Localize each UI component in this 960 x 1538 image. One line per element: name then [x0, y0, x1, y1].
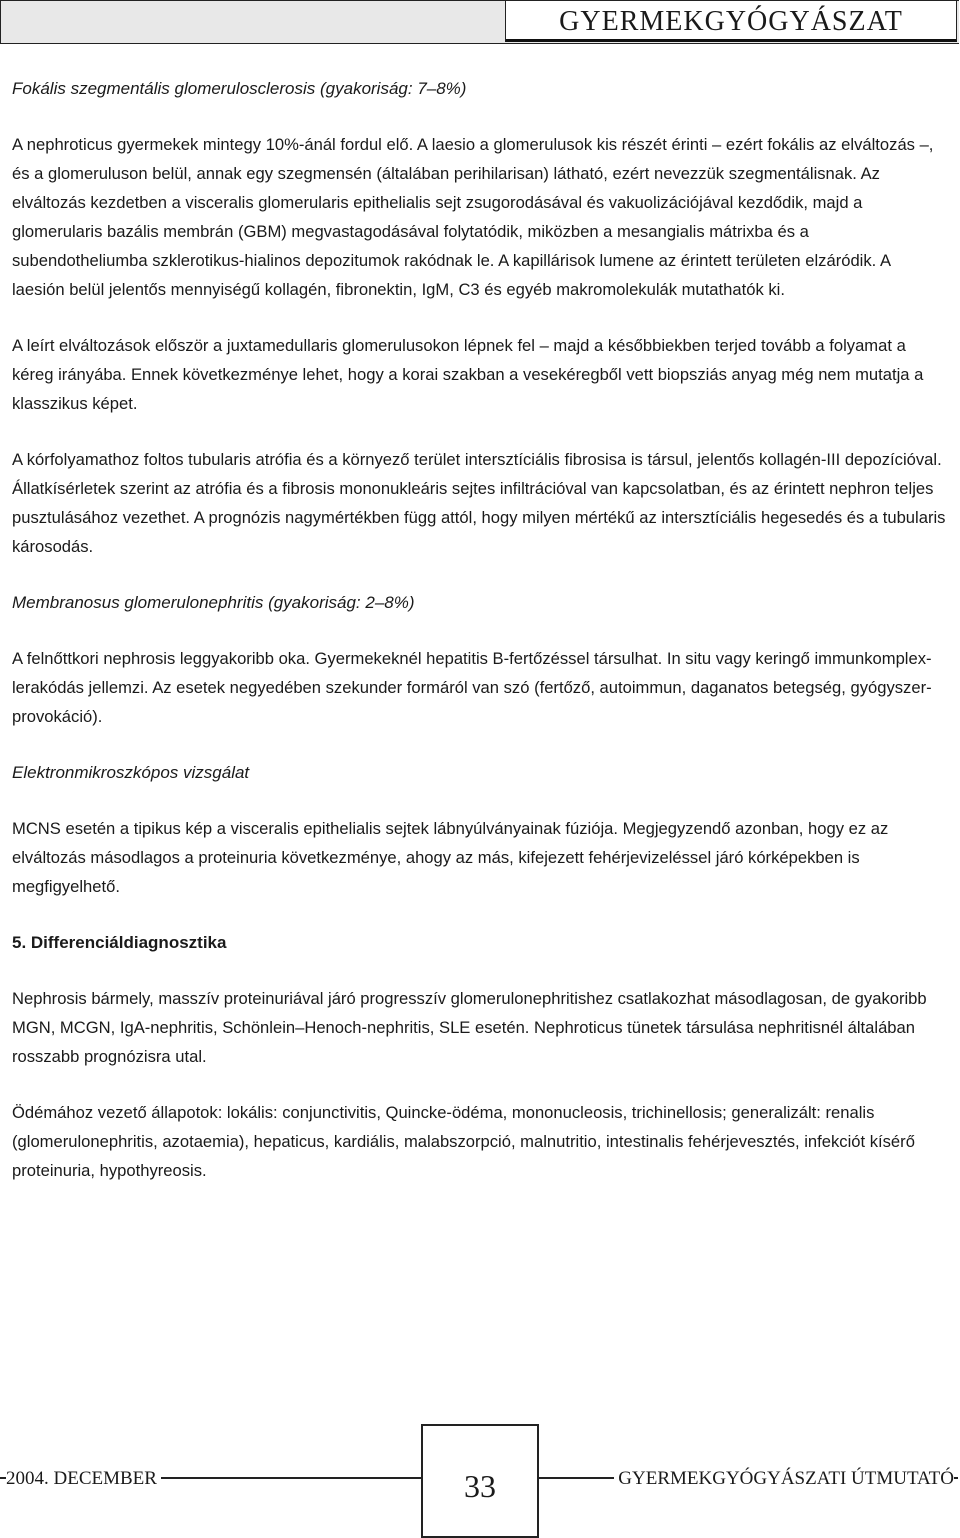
page-number: 33 [464, 1467, 496, 1504]
page-number-box [421, 1424, 539, 1538]
paragraph-3: A kórfolyamathoz foltos tubularis atrófia és a környező terület intersztíciális fibrosisa is társul, jelentős kollagén-III depozícióval. Állatkísérletek szerint az atrófia és a fibrosis mononukleáris sejtes infiltrációval van kapcsolatban, és az érintett nephron teljes pusztulásához vezethet. A prognózis nagymértékben függ attól, hogy milyen mértékű az intersztíciális hegesedés és a tubularis károsodás. [12, 450, 946, 556]
paragraph-1: A nephroticus gyermekek mintegy 10%-ánál fordul elő. A laesio a glomerulusok kis részét érinti – ezért fokális az elváltozás –, és a glomeruluson belül, annak egy szegmensén (általában perihilarisan) látható, ezért nevezzük szegmentálisnak. Az elváltozás kezdetben a visceralis glomerularis epithelialis sejt zsugorodásával és vakuolizációjával kezdődik, majd a glomerularis bazális membrán (GBM) megvastagodásával folytatódik, miközben a mesangialis mátrixba és a subendotheliumba szklerotikus-hialinos depozitumok rakódnak le. A kapillárisok lumene az érintett területen elzáródik. A laesión belül jelentős mennyiségű kollagén, fibronektin, IgM, C3 és egyéb makromolekulák mutathatók ki. [12, 135, 934, 299]
page-header [0, 0, 959, 44]
section-heading-differential: 5. Differenciáldiagnosztika [12, 933, 227, 952]
paragraph-6: Nephrosis bármely, masszív proteinuriával járó progresszív glomerulonephritishez csatlakozhat másodlagosan, de gyakoribb MGN, MCGN, IgA-nephritis, Schönlein–Henoch-nephritis, SLE esetén. Nephroticus tünetek társulása nephritisnél általában rosszabb prognózisra utal. [12, 989, 927, 1066]
paragraph-7: Ödémához vezető állapotok: lokális: conjunctivitis, Quincke-ödéma, mononucleosis, trichinellosis; generalizált: renalis (glomerulonephritis, azotaemia), hepaticus, kardiális, malabszorpció, malnutritio, intestinalis fehérjevesztés, infekciót kísérő proteinuria, hypothyreosis. [12, 1103, 915, 1180]
section-heading-fsgs: Fokális szegmentális glomerulosclerosis (gyakoriság: 7–8%) [12, 79, 467, 98]
journal-title: GYERMEKGYÓGYÁSZAT [559, 6, 903, 37]
paragraph-2: A leírt elváltozások először a juxtamedullaris glomerulusokon lépnek fel – majd a későbbiekben terjed tovább a folyamat a kéreg irányába. Ennek következménye lehet, hogy a korai szakban a vesekéregből vett biopsziás anyag még nem mutatja a klasszikus képet. [12, 336, 924, 413]
section-heading-mgn: Membranosus glomerulonephritis (gyakoriság: 2–8%) [12, 593, 415, 612]
paragraph-4: A felnőttkori nephrosis leggyakoribb oka. Gyermekeknél hepatitis B-fertőzéssel társulhat. In situ vagy keringő immunkomplex-lerakódás jellemzi. Az esetek negyedében szekunder formáról van szó (fertőző, autoimmun, daganatos betegség, gyógyszer-provokáció). [12, 649, 932, 726]
header-title-box [505, 1, 957, 42]
footer-journal-name: GYERMEKGYÓGYÁSZATI ÚTMUTATÓ [614, 1468, 954, 1490]
section-heading-em: Elektronmikroszkópos vizsgálat [12, 763, 250, 782]
article-body [12, 74, 947, 1212]
page-footer [0, 1424, 960, 1538]
footer-date: 2004. DECEMBER [6, 1468, 161, 1490]
paragraph-5: MCNS esetén a tipikus kép a visceralis epithelialis sejtek lábnyúlványainak fúziója. Megjegyzendő azonban, hogy ez az elváltozás másodlagos a proteinuria következménye, ahogy az más, kifejezett fehérjevizeléssel járó kórképekben is megfigyelhető. [12, 819, 889, 896]
